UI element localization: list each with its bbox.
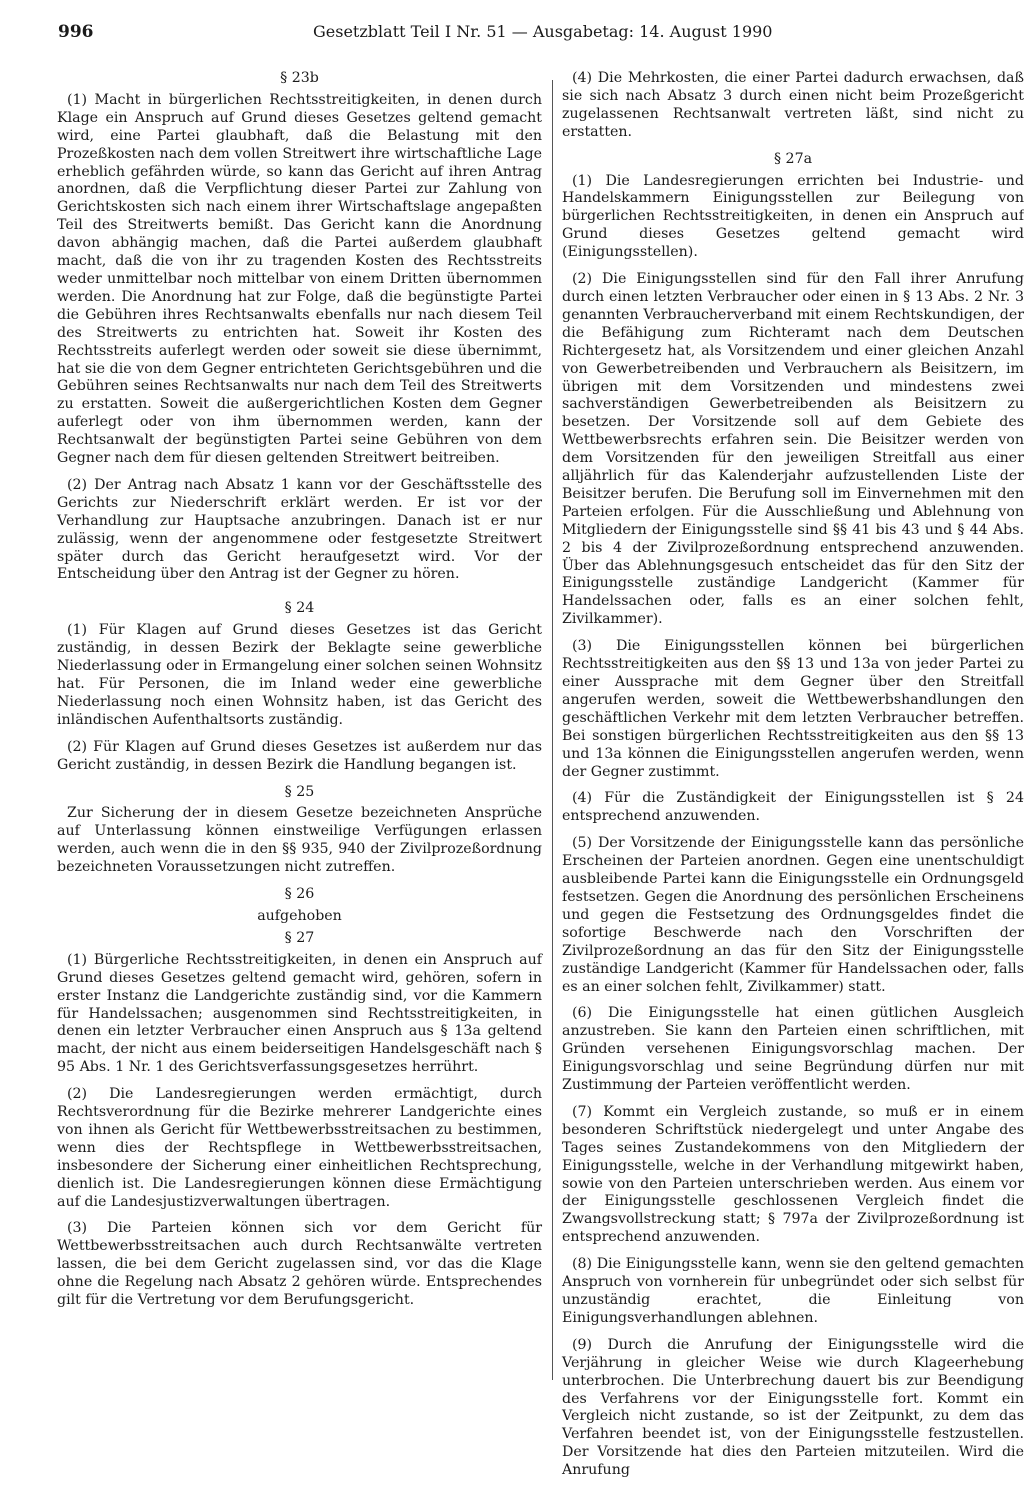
section-27a-para-5: (5) Der Vorsitzende der Einigungsstelle kann das persönliche Erscheinen der Parteien anordnen. Gegen eine unentschuldigt ausbleibende Partei kann die Einigungsstelle ein Ordnungsgeld festsetzen. Gegen die Anordnung des persönlichen Erscheinens und gegen die Festsetzung des Ordnungsgeldes findet die sofortige Beschwerde nach den Vorschriften der Zivilprozeßordnung an das für den Sitz der Einigungsstelle zuständige Landgericht (Kammer für Handelssachen oder, falls es an einer solchen fehlt, Zivilkammer) statt.	[562, 835, 1024, 995]
section-27a-para-9: (9) Durch die Anrufung der Einigungsstelle wird die Verjährung in gleicher Weise wie durch Klageerhebung unterbrochen. Die Unterbrechung dauert bis zur Beendigung des Verfahrens vor der Einigungsstelle fort. Kommt ein Vergleich nicht zustande, so ist der Zeitpunkt, zu dem das Verfahren beendet ist, von der Einigungsstelle festzustellen. Der Vorsitzende hat dies den Parteien mitzuteilen. Wird die Anrufung	[562, 1336, 1024, 1479]
section-24-para-2: (2) Für Klagen auf Grund dieses Gesetzes ist außerdem nur das Gericht zuständig, in dessen Bezirk die Handlung begangen ist.	[57, 738, 542, 773]
section-27a-para-6: (6) Die Einigungsstelle hat einen gütlichen Ausgleich anzustreben. Sie kann den Parteien einen schriftlichen, mit Gründen versehenen Einigungsvorschlag machen. Der Einigungsvorschlag und seine Begründung dürfen nur mit Zustimmung der Parteien veröffentlicht werden.	[562, 1005, 1024, 1094]
page-number: 996	[58, 22, 94, 42]
section-27a-para-1: (1) Die Landesregierungen errichten bei Industrie- und Handelskammern Einigungsstellen zur Beilegung von bürgerlichen Rechtsstreitigkeiten, in denen ein Anspruch auf Grund dieses Gesetzes geltend gemacht wird (Einigungsstellen).	[562, 172, 1024, 261]
section-27a-para-7: (7) Kommt ein Vergleich zustande, so muß er in einem besonderen Schriftstück niedergelegt und unter Angabe des Tages seines Zustandekommens von den Mitgliedern der Einigungsstelle, welche in der Verhandlung mitgewirkt haben, sowie von den Parteien unterschrieben werden. Aus einem vor der Einigungsstelle geschlossenen Vergleich findet die Zwangsvollstreckung statt; § 797a der Zivilprozeßordnung ist entsprechend anzuwenden.	[562, 1103, 1024, 1246]
section-24-para-1: (1) Für Klagen auf Grund dieses Gesetzes ist das Gericht zuständig, in dessen Bezirk der Beklagte seine gewerbliche Niederlassung oder in Ermangelung einer solchen seinen Wohnsitz hat. Für Personen, die im Inland weder eine gewerbliche Niederlassung noch einen Wohnsitz haben, ist das Gericht des inländischen Aufenthaltsorts zuständig.	[57, 622, 542, 728]
section-26-repealed: aufgehoben	[257, 907, 342, 924]
section-27-para-4: (4) Die Mehrkosten, die einer Partei dadurch erwachsen, daß sie sich nach Absatz 3 durch einen nicht beim Prozeßgericht zugelassenen Rechtsanwalt vertreten läßt, sind nicht zu erstatten.	[562, 70, 1024, 140]
section-27a-para-2: (2) Die Einigungsstellen sind für den Fall ihrer Anrufung durch einen letzten Verbraucher oder einen in § 13 Abs. 2 Nr. 3 genannten Verbraucherverband mit einem Rechtskundigen, der die Befähigung zum Richteramt nach dem Deutschen Richtergesetz hat, als Vorsitzendem und einer gleichen Anzahl von Gewerbetreibenden und Verbrauchern als Beisitzern, im übrigen mit dem Vorsitzenden und mindestens zwei sachverständigen Gewerbetreibenden als Beisitzern zu besetzen. Der Vorsitzende soll auf dem Gebiete des Wettbewerbsrechts erfahren sein. Die Beisitzer werden von dem Vorsitzenden für den jeweiligen Streitfall aus einer alljährlich für das Kalenderjahr aufzustellenden Liste der Beisitzer berufen. Die Berufung soll im Einvernehmen mit den Parteien erfolgen. Für die Ausschließung und Ablehnung von Mitgliedern der Einigungsstelle sind §§ 41 bis 43 und § 44 Abs. 2 bis 4 der Zivilprozeßordnung entsprechend anzuwenden. Über das Ablehnungsgesuch entscheidet das für den Sitz der Einigungsstelle zuständige Landgericht (Kammer für Handelssachen oder, falls es an einer solchen fehlt, Zivilkammer).	[562, 271, 1024, 628]
section-27a-para-8: (8) Die Einigungsstelle kann, wenn sie den geltend gemachten Anspruch von vornherein für unbegründet oder sich selbst für unzuständig erachtet, die Einleitung von Einigungsverhandlungen ablehnen.	[562, 1256, 1024, 1326]
section-23b-heading: § 23b	[280, 70, 319, 86]
section-27-para-3: (3) Die Parteien können sich vor dem Gericht für Wettbewerbsstreitsachen auch durch Rechtsanwälte vertreten lassen, die bei dem Gericht zugelassen sind, vor das die Klage ohne die Regelung nach Absatz 2 gehören würde. Entsprechendes gilt für die Vertretung vor dem Berufungsgericht.	[57, 1220, 542, 1309]
section-25-para-1: Zur Sicherung der in diesem Gesetze bezeichneten Ansprüche auf Unterlassung können einstweilige Verfügungen erlassen werden, auch wenn die in den §§ 935, 940 der Zivilprozeßordnung bezeichneten Voraussetzungen nicht zutreffen.	[57, 805, 542, 876]
left-column	[57, 70, 542, 1319]
section-27-heading: § 27	[284, 929, 315, 946]
section-27a-para-3: (3) Die Einigungsstellen können bei bürgerlichen Rechtsstreitigkeiten aus den §§ 13 und 13a von jeder Partei zu einer Aussprache mit dem Gegner über den Streitfall angerufen werden, soweit die Wettbewerbshandlungen den geschäftlichen Verkehr mit dem letzten Verbraucher betreffen. Bei sonstigen bürgerlichen Rechtsstreitigkeiten aus den §§ 13 und 13a können die Einigungsstellen angerufen werden, wenn der Gegner zustimmt.	[562, 638, 1024, 780]
section-27a-heading: § 27a	[773, 150, 813, 167]
page-header	[58, 22, 994, 54]
section-25-heading: § 25	[284, 783, 315, 800]
section-24-heading: § 24	[284, 600, 315, 617]
section-26-heading: § 26	[284, 886, 315, 903]
section-27a-para-4: (4) Für die Zuständigkeit der Einigungsstellen ist § 24 entsprechend anzuwenden.	[562, 790, 1024, 825]
gazette-title: Gesetzblatt Teil I Nr. 51 — Ausgabetag: 14. August 1990	[313, 22, 773, 41]
right-column	[562, 70, 1024, 1489]
column-divider	[552, 80, 553, 1380]
section-27-para-2: (2) Die Landesregierungen werden ermächtigt, durch Rechtsverordnung für die Bezirke mehrerer Landgerichte eines von ihnen als Gericht für Wettbewerbsstreitsachen zu bestimmen, wenn dies der Rechtspflege in Wettbewerbsstreitsachen, insbesondere der Sicherung einer einheitlichen Rechtsprechung, dienlich ist. Die Landesregierungen können diese Ermächtigung auf die Landesjustizverwaltungen übertragen.	[57, 1086, 542, 1210]
section-23b-para-2: (2) Der Antrag nach Absatz 1 kann vor der Geschäftsstelle des Gerichts zur Niederschrift erklärt werden. Er ist vor der Verhandlung zur Hauptsache anzubringen. Danach ist er nur zulässig, wenn der angenommene oder festgesetzte Streitwert später durch das Gericht heraufgesetzt wird. Vor der Entscheidung über den Antrag ist der Gegner zu hören.	[57, 476, 542, 583]
section-23b-para-1: (1) Macht in bürgerlichen Rechtsstreitigkeiten, in denen durch Klage ein Anspruch auf Grund dieses Gesetzes geltend gemacht wird, eine Partei glaubhaft, daß die Belastung mit den Prozeßkosten nach dem vollen Streitwert ihre wirtschaftliche Lage erheblich gefährden würde, so kann das Gericht auf ihren Antrag anordnen, daß die Verpflichtung dieser Partei zur Zahlung von Gerichtskosten sich nach einem ihrer Wirtschaftslage angepaßten Teil des Streitwerts bemißt. Das Gericht kann die Anordnung davon abhängig machen, daß die Partei außerdem glaubhaft macht, daß die von ihr zu tragenden Kosten des Rechtsstreits weder unmittelbar noch mittelbar von einem Dritten übernommen werden. Die Anordnung hat zur Folge, daß die begünstigte Partei die Gebühren ihres Rechtsanwalts ebenfalls nur nach diesem Teil des Streitwerts zu entrichten hat. Soweit ihr Kosten des Rechtsstreits auferlegt werden oder soweit sie diese übernimmt, hat sie die von dem Gegner entrichteten Gerichtsgebühren und die Gebühren seines Rechtsanwalts nur nach dem Teil des Streitwerts zu erstatten. Soweit die außergerichtlichen Kosten dem Gegner auferlegt oder von ihm übernommen werden, kann der Rechtsanwalt der begünstigten Partei seine Gebühren von dem Gegner nach dem für diesen geltenden Streitwert beitreiben.	[57, 91, 542, 467]
section-27-para-1: (1) Bürgerliche Rechtsstreitigkeiten, in denen ein Anspruch auf Grund dieses Gesetzes geltend gemacht wird, gehören, sofern in erster Instanz die Landgerichte zuständig sind, vor die Kammern für Handelssachen; ausgenommen sind Rechtsstreitigkeiten, in denen ein letzter Verbraucher einen Anspruch aus § 13a geltend macht, der nicht aus einem beiderseitigen Handelsgeschäft nach § 95 Abs. 1 Nr. 1 des Gerichtsverfassungsgesetzes herrührt.	[57, 951, 542, 1076]
